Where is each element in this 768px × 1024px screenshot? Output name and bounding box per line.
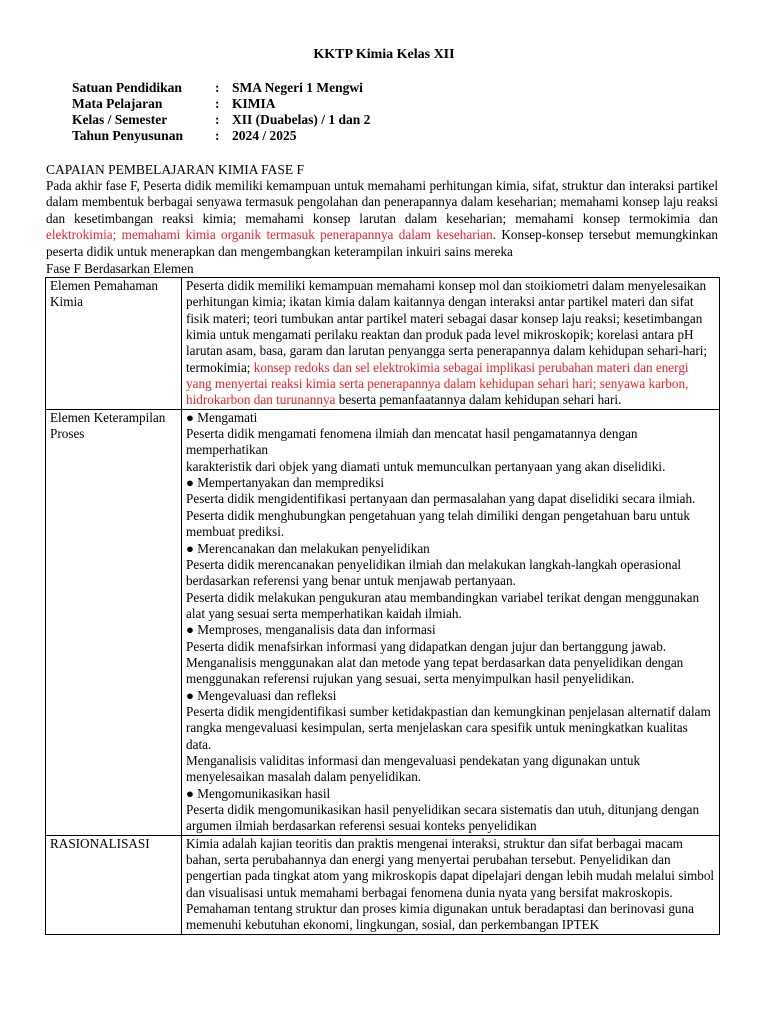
pemahaman-highlight: konsep redoks dan sel elektrokimia sebagai implikasi perubahan materi dan energi yang menyertai reaksi kimia serta penerapannya dalam kehidupan sehari hari; senyawa karbon, hidrokarbon dan turunannya [186,359,689,408]
label-keterampilan: Elemen Keterampilan Proses [46,409,182,835]
identity-value: KIMIA [232,96,276,111]
identity-key: Satuan Pendidikan [72,80,182,95]
document-title: KKTP Kimia Kelas XII [313,47,455,62]
identity-row [72,80,370,96]
capaian-text: Pada akhir fase F, Peserta didik memiliki kemampuan untuk memahami perhitungan kimia, sifat, struktur dan interaksi partikel dalam membentuk berbagai senyawa termasuk pengolahan dan penerapannya dalam keseharian; memahami konsep laju reaksi dan kesetimbangan reaksi kimia; memahami konsep larutan dalam keseharian; memahami konsep termokimia dan [46,178,718,226]
keterampilan-line: Peserta didik mengidentifikasi pertanyaan dan permasalahan yang dapat diselidiki secara ilmiah. [186,491,696,507]
row-pemahaman [46,278,720,410]
capaian-text-end: . Konsep-konsep tersebut memungkinkan peserta didik untuk menerapkan dan mengembangkan keterampilan inkuiri sains mereka [46,227,718,259]
keterampilan-bullet-mengevaluasi: ● Mengevaluasi dan refleksi [186,687,337,703]
keterampilan-bullet-memproses: ● Memproses, menganalisis data dan informasi [186,622,436,638]
pemahaman-text-end: beserta pemanfaatannya dalam kehidupan sehari hari. [335,392,622,408]
identity-value: SMA Negeri 1 Mengwi [232,80,363,95]
keterampilan-line: Peserta didik melakukan pengukuran atau membandingkan variabel terikat dengan menggunakan alat yang sesuai serta memperhatikan kaidah ilmiah. [186,589,700,621]
content-pemahaman [182,278,720,410]
keterampilan-line: Peserta didik menghubungkan pengetahuan yang telah dimiliki dengan pengetahuan baru untuk membuat prediksi. [186,507,690,540]
label-pemahaman: Elemen Pemahaman Kimia [46,278,182,410]
identity-separator: : [215,80,220,95]
identity-key: Tahun Penyusunan [72,128,183,143]
capaian-highlight: elektrokimia; memahami kimia organik termasuk penerapannya dalam keseharian [46,227,493,243]
label-rasionalisasi: RASIONALISASI [46,835,182,934]
keterampilan-bullet-merencanakan: ● Merencanakan dan melakukan penyelidikan [186,540,430,556]
content-rasionalisasi: Kimia adalah kajian teoritis dan praktis mengenai interaksi, struktur dan sifat berbagai macam bahan, serta perubahannya dan energi yang menyertai perubahan tersebut. Penyelidikan dan pengertian pada tingkat atom yang mikroskopis dapat dipelajari dengan lebih mudah melalui simbol dan visualisasi untuk memahami berbagai fenomena dunia nyata yang bersifat makroskopis. Pemahaman tentang struktur dan proses kimia digunakan untuk beradaptasi dan berinovasi guna memenuhi kebutuhan ekonomi, lingkungan, sosial, dan perkembangan IPTEK [182,835,720,934]
keterampilan-line: Peserta didik menafsirkan informasi yang didapatkan dengan jujur dan bertanggung jawab. [186,638,667,654]
keterampilan-line: Peserta didik mengamati fenomena ilmiah dan mencatat hasil pengamatannya dengan memperhatikan [186,426,638,458]
row-rasionalisasi [46,835,720,934]
pemahaman-text: Peserta didik memiliki kemampuan memahami konsep mol dan stoikiometri dalam menyelesaikan perhitungan kimia; ikatan kimia dalam kaitannya dengan interaksi antar partikel materi dan sifat fisik materi; teori tumbukan antar partikel materi sebagai dasar konsep laju reaksi; kesetimbangan kimia untuk mengamati perilaku reaktan dan produk pada level mikroskopik; korelasi antara pH larutan asam, basa, garam dan larutan penyangga serta penerapannya dalam kehidupan sehari-hari; termokimia; [186,278,708,375]
fase-heading: Fase F Berdasarkan Elemen [46,261,194,276]
identity-row [72,128,370,144]
keterampilan-line: Peserta didik merencanakan penyelidikan ilmiah dan melakukan langkah-langkah operasional berdasarkan referensi yang benar untuk menjawab pertanyaan. [186,556,682,589]
capaian-heading: CAPAIAN PEMBELAJARAN KIMIA FASE F [46,162,305,177]
identity-row [72,112,370,128]
row-keterampilan [46,409,720,835]
elemen-table [45,277,720,935]
keterampilan-bullet-mempertanyakan: ● Mempertanyakan dan memprediksi [186,475,385,491]
keterampilan-line: Peserta didik mengomunikasikan hasil penyelidikan secara sistematis dan utuh, ditunjang dengan argumen ilmiah berdasarkan referensi sesuai konteks penyelidikan [186,802,700,834]
identity-separator: : [215,128,220,143]
identity-separator: : [215,96,220,111]
keterampilan-line: karakteristik dari objek yang diamati untuk memunculkan pertanyaan yang akan diselidiki. [186,458,666,474]
identity-value: XII (Duabelas) / 1 dan 2 [232,112,371,127]
keterampilan-line: Menganalisis validitas informasi dan mengevaluasi pendekatan yang digunakan untuk menyelesaikan masalah dalam penyelidikan. [186,752,641,785]
identity-separator: : [215,112,220,127]
keterampilan-line: Peserta didik mengidentifikasi sumber ketidakpastian dan kemungkinan penjelasan alternatif dalam rangka mengevaluasi kesimpulan, serta menjelaskan cara spesifik untuk meningkatkan kualitas data. [186,703,711,752]
keterampilan-bullet-mengamati: ● Mengamati [186,409,258,425]
identity-row [72,96,370,112]
identity-key: Kelas / Semester [72,112,168,127]
keterampilan-bullet-mengomunikasikan: ● Mengomunikasikan hasil [186,785,331,801]
identity-value: 2024 / 2025 [232,128,297,143]
identity-table [72,80,370,144]
content-keterampilan [182,409,720,835]
identity-key: Mata Pelajaran [72,96,163,111]
capaian-paragraph [46,178,718,260]
keterampilan-line: Menganalisis menggunakan alat dan metode yang tepat berdasarkan data penyelidikan dengan menggunakan referensi rujukan yang sesuai, serta menyimpulkan hasil penyelidikan. [186,654,684,687]
